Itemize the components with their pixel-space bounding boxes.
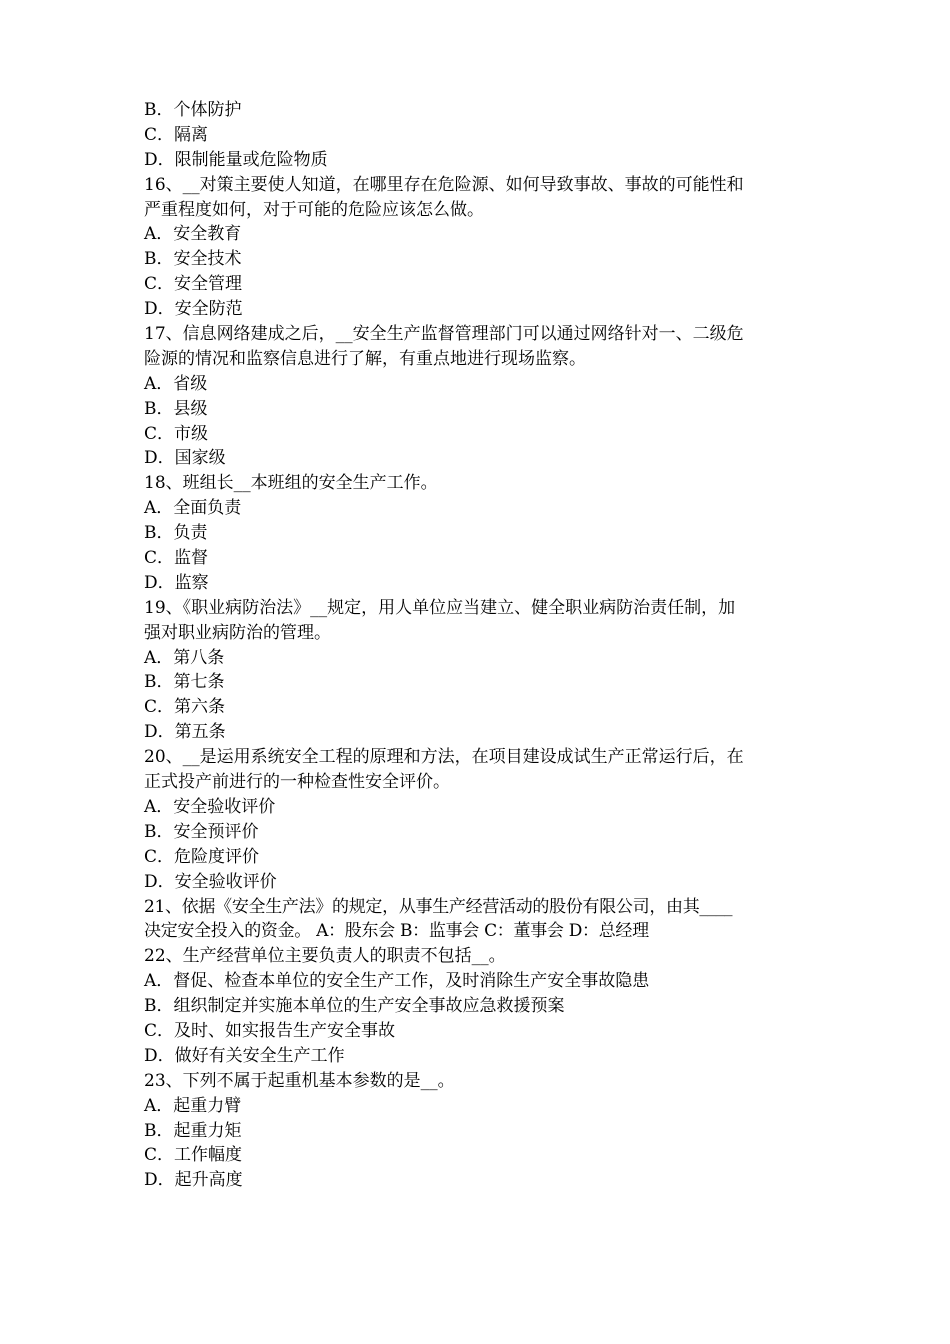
question-line: 18、班组长__本班组的安全生产工作。 (144, 473, 438, 494)
option-line: C．及时、如实报告生产安全事故 (144, 1020, 396, 1041)
option-line: D．做好有关安全生产工作 (144, 1045, 345, 1066)
option-line: D．第五条 (144, 722, 226, 743)
option-line: B．组织制定并实施本单位的生产安全事故应急救援预案 (144, 996, 565, 1017)
text-line: D．限制能量或危险物质 (144, 149, 328, 170)
option-line: A．起重力臂 (144, 1095, 242, 1116)
option-line: D．国家级 (144, 448, 226, 469)
question-line: 19、《职业病防治法》__规定，用人单位应当建立、健全职业病防治责任制，加 (144, 597, 736, 618)
option-line: A．省级 (144, 373, 208, 394)
option-line: A．第八条 (144, 647, 225, 668)
option-line: C．危险度评价 (144, 846, 260, 867)
option-line: B．负责 (144, 523, 208, 544)
option-line: C．工作幅度 (144, 1145, 243, 1166)
question-line: 16、__对策主要使人知道，在哪里存在危险源、如何导致事故、事故的可能性和 (144, 174, 744, 195)
text-line: C．隔离 (144, 124, 209, 145)
option-line: A．安全教育 (144, 224, 242, 245)
question-line: 决定安全投入的资金。 A：股东会 B：监事会 C：董事会 D：总经理 (144, 921, 649, 942)
text-line: B．个体防护 (144, 100, 242, 120)
option-line: D．安全验收评价 (144, 871, 277, 892)
option-line: B．第七条 (144, 672, 225, 693)
option-line: C．安全管理 (144, 274, 243, 295)
option-line: A．安全验收评价 (144, 796, 276, 817)
question-line: 正式投产前进行的一种检查性安全评价。 (144, 772, 450, 793)
option-line: B．起重力矩 (144, 1120, 242, 1141)
option-line: C．监督 (144, 548, 209, 569)
question-line: 17、信息网络建成之后，__安全生产监督管理部门可以通过网络针对一、二级危 (144, 324, 744, 345)
question-line: 22、生产经营单位主要负责人的职责不包括__。 (144, 946, 506, 967)
question-line: 严重程度如何，对于可能的危险应该怎么做。 (144, 199, 484, 220)
option-line: C．市级 (144, 423, 209, 444)
question-line: 23、下列不属于起重机基本参数的是__。 (144, 1070, 455, 1091)
question-line: 强对职业病防治的管理。 (144, 622, 331, 643)
option-line: A．督促、检查本单位的安全生产工作，及时消除生产安全事故隐患 (144, 971, 650, 992)
option-line: D．安全防范 (144, 299, 243, 320)
option-line: D．起升高度 (144, 1170, 243, 1191)
option-line: A．全面负责 (144, 498, 242, 519)
option-line: B．安全技术 (144, 249, 242, 270)
option-line: D．监察 (144, 572, 209, 593)
question-line: 20、__是运用系统安全工程的原理和方法，在项目建设成试生产正常运行后，在 (144, 747, 744, 768)
question-line: 21、依据《安全生产法》的规定，从事生产经营活动的股份有限公司，由其____ (144, 896, 733, 917)
option-line: C．第六条 (144, 697, 226, 718)
option-line: B．县级 (144, 398, 208, 419)
question-line: 险源的情况和监察信息进行了解，有重点地进行现场监察。 (144, 348, 586, 369)
option-line: B．安全预评价 (144, 821, 259, 842)
document-page (144, 98, 814, 1193)
